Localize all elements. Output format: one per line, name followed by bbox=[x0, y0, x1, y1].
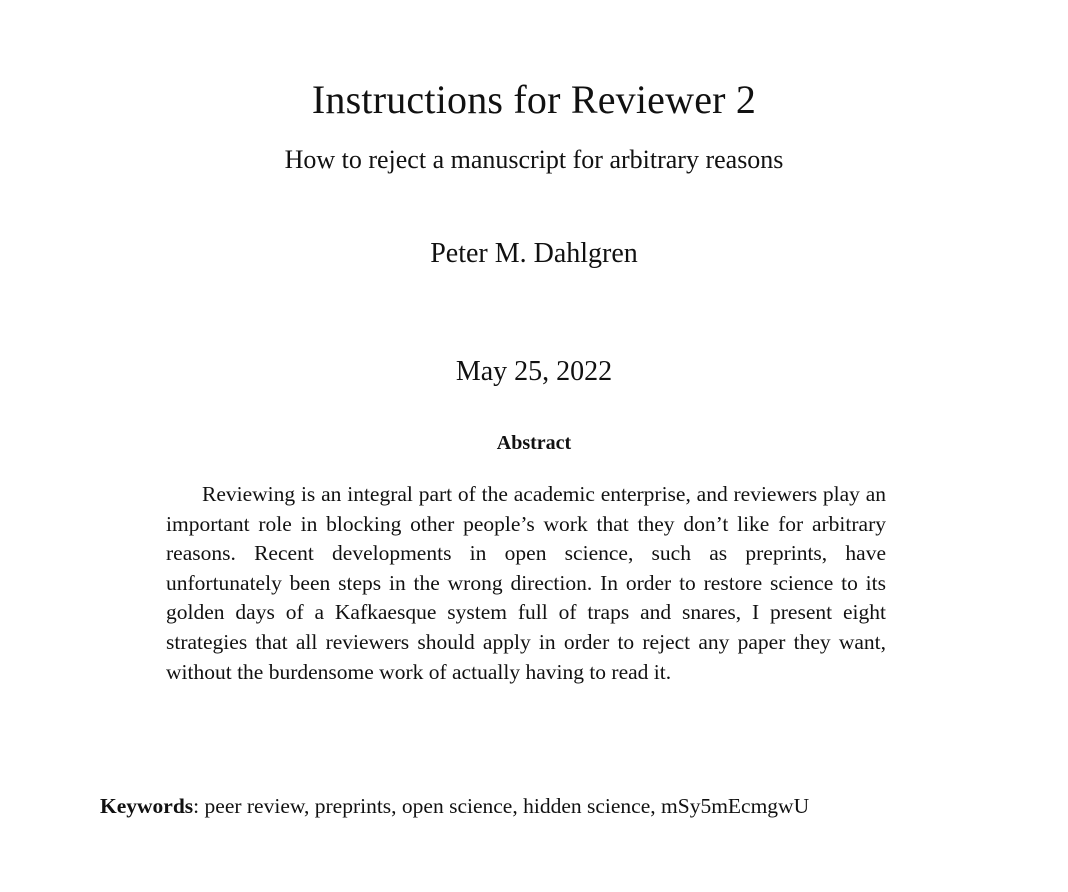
keywords-separator: : bbox=[193, 794, 200, 818]
keywords-values: peer review, preprints, open science, hidden science, mSy5mEcmgwU bbox=[204, 794, 810, 818]
abstract-heading: Abstract bbox=[496, 432, 572, 454]
publication-date: May 25, 2022 bbox=[455, 356, 613, 387]
keywords-label: Keywords bbox=[100, 794, 194, 818]
paper-subtitle: How to reject a manuscript for arbitrary reasons bbox=[284, 145, 784, 174]
author-name: Peter M. Dahlgren bbox=[430, 238, 638, 269]
keywords-line bbox=[100, 792, 809, 820]
paper-title: Instructions for Reviewer 2 bbox=[311, 77, 757, 122]
abstract-text: Reviewing is an integral part of the academic enterprise, and reviewers play an important role in blocking other people’s work that they don’t like for arbitrary reasons. Recent developments in open science, such as preprints, have unfortunately been steps in the wrong direction. In order to restore science to its golden days of a Kafkaesque system full of traps and snares, I present eight strategies that all reviewers should apply in order to reject any paper they want, without the burdensome work of actually having to read it. bbox=[166, 482, 886, 684]
